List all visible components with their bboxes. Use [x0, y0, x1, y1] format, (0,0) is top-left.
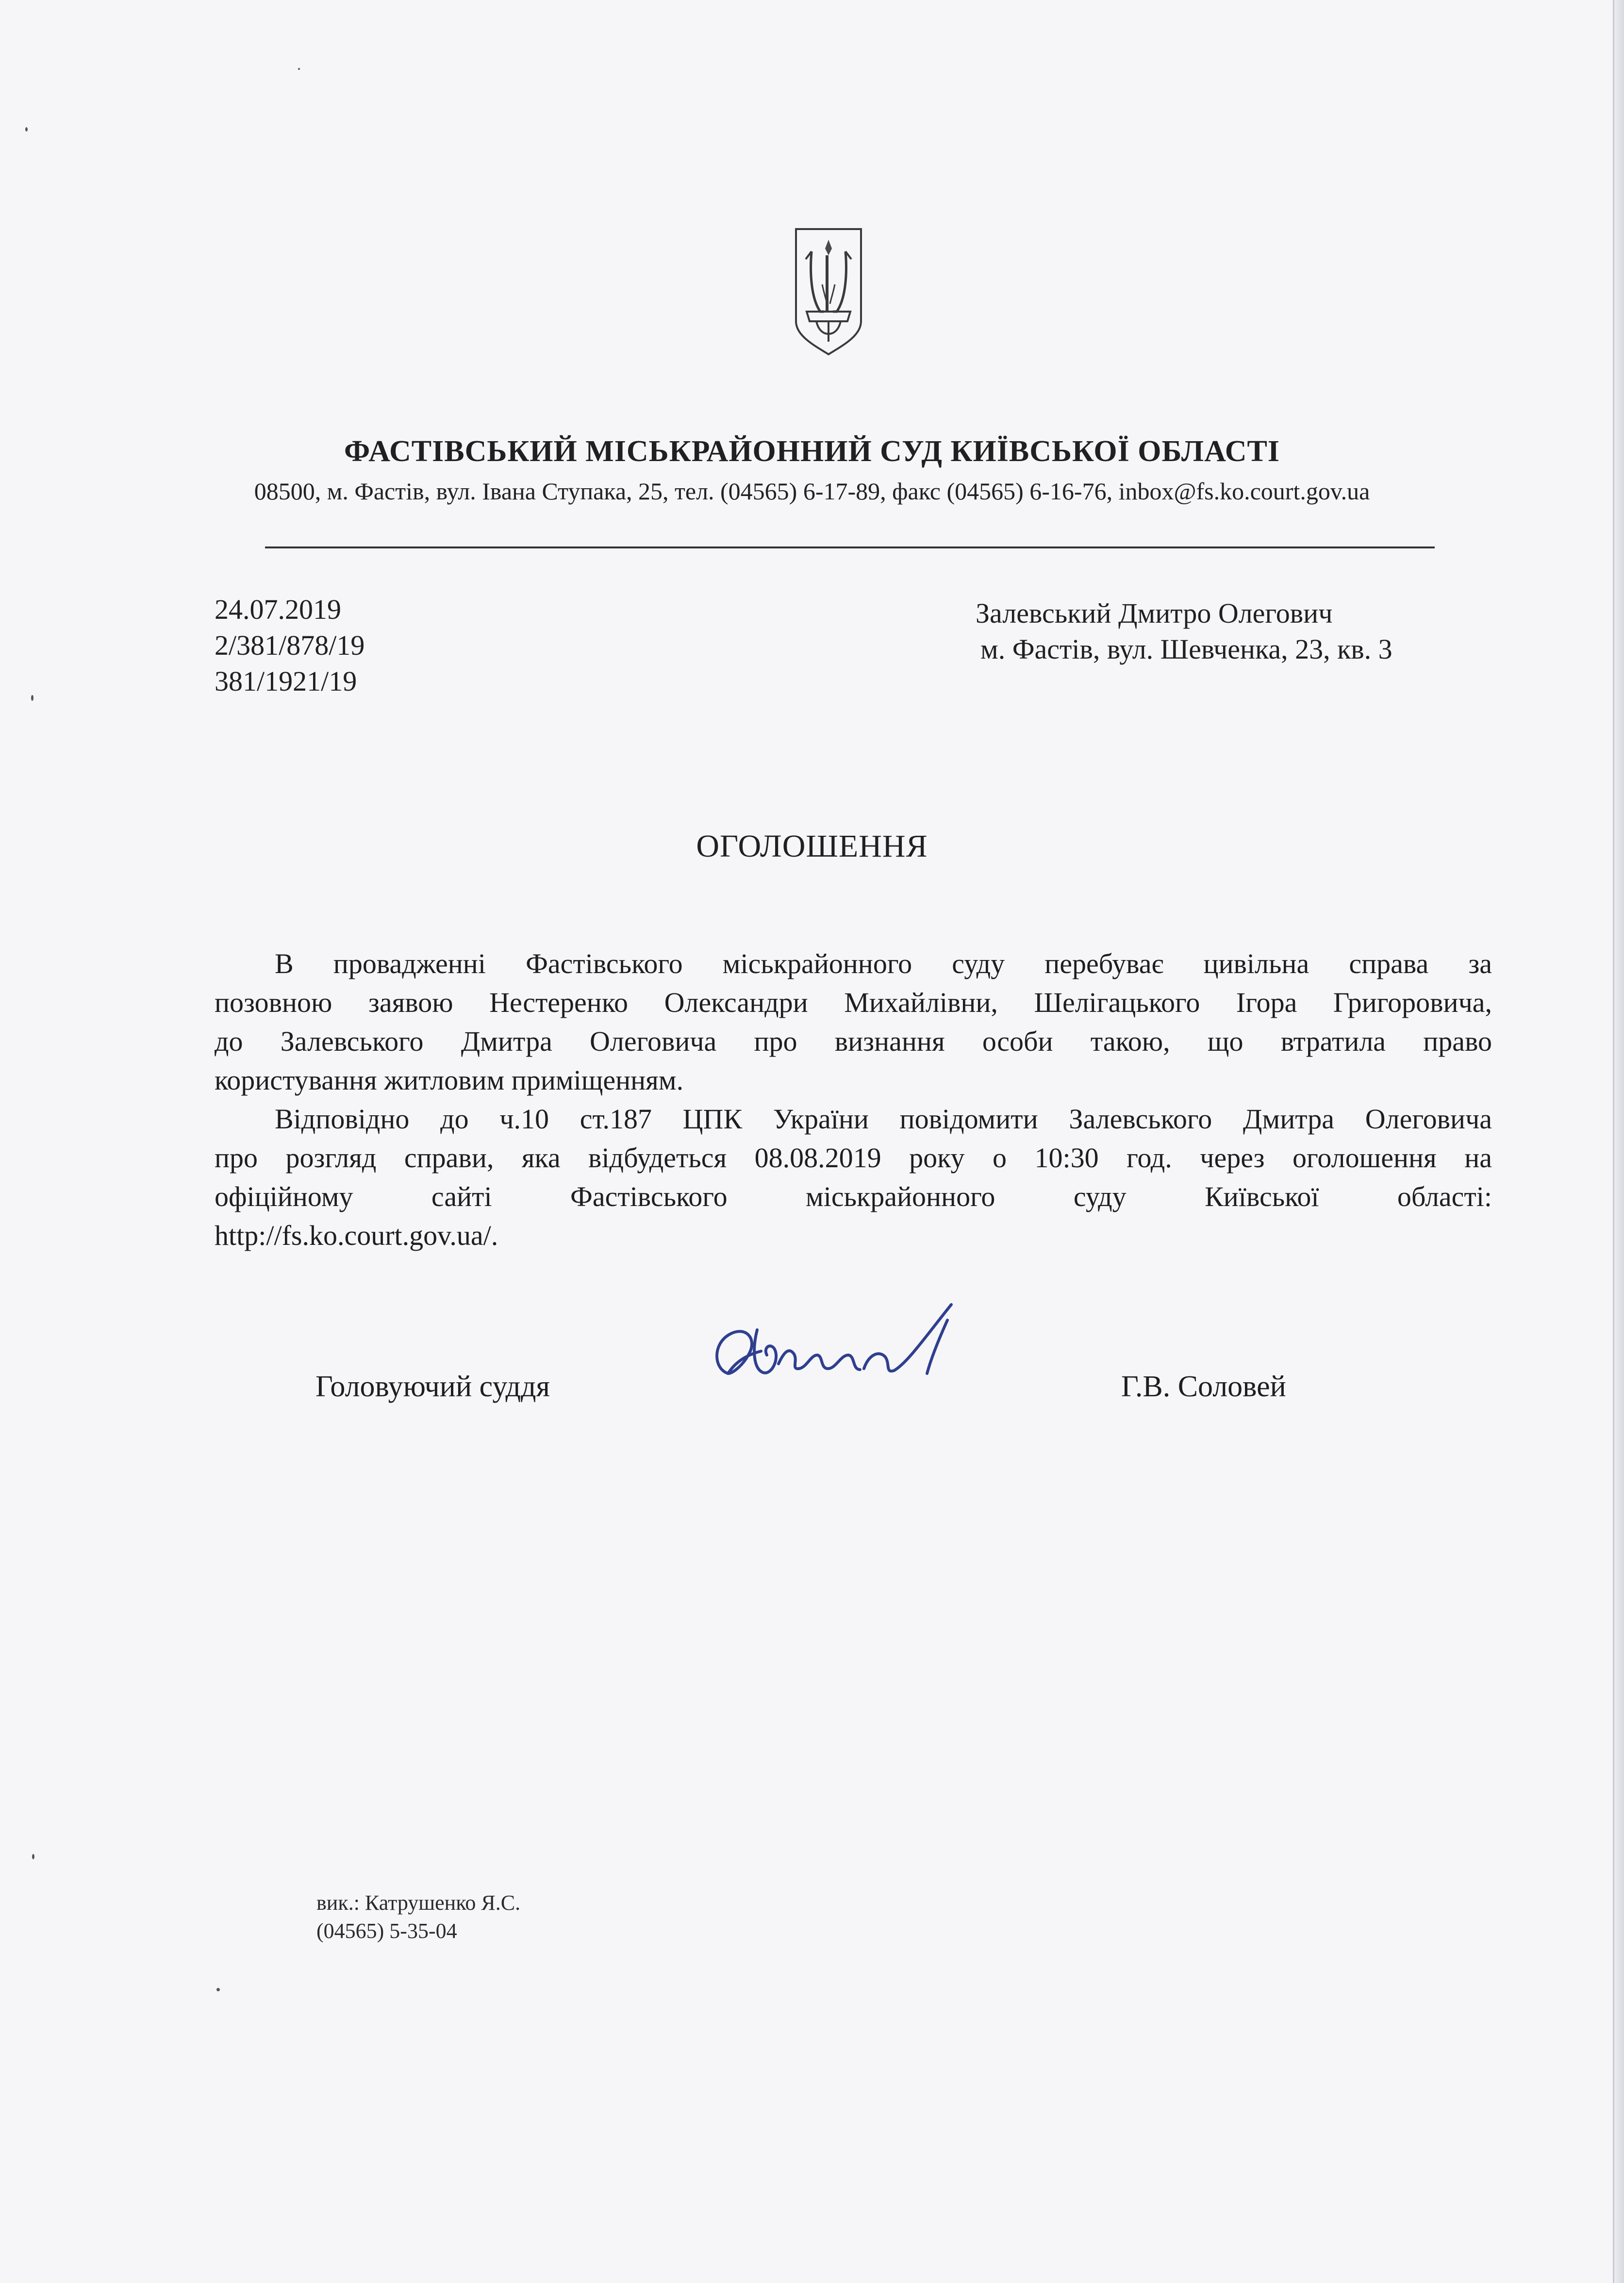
paper-edge	[1614, 0, 1624, 2283]
court-contacts: 08500, м. Фастів, вул. Івана Ступака, 25, тел. (04565) 6-17-89, факс (04565) 6-16-76, inbox@fs.ko.court.gov.ua	[254, 478, 1370, 505]
header-divider	[265, 546, 1435, 548]
letter-date: 24.07.2019	[215, 594, 341, 625]
scan-speck	[32, 1854, 34, 1859]
paper-edge-line	[1613, 0, 1614, 2283]
scan-speck	[31, 695, 33, 701]
paragraph-1-line: позовною заявою Нестеренко Олександри Михайлівни, Шелігацького Ігора Григоровича,	[215, 987, 1492, 1018]
scan-speck	[25, 127, 28, 132]
paragraph-2-line: про розгляд справи, яка відбудеться 08.08.2019 року о 10:30 год. через оголошення на	[215, 1142, 1492, 1174]
addressee-name: Залевський Дмитро Олегович	[976, 597, 1333, 629]
judge-name: Г.В. Соловей	[1121, 1370, 1286, 1403]
paragraph-2-line: http://fs.ko.court.gov.ua/.	[215, 1220, 498, 1251]
executor-phone: (04565) 5-35-04	[316, 1919, 457, 1943]
handwritten-signature	[699, 1301, 971, 1398]
executor-name: вик.: Катрушенко Я.С.	[316, 1891, 521, 1915]
scan-speck	[216, 1988, 220, 1991]
paragraph-1-line: користування житловим приміщенням.	[215, 1064, 684, 1096]
paragraph-1-line: до Залевського Дмитра Олеговича про визнання особи такою, що втратила право	[215, 1026, 1492, 1057]
coat-of-arms-icon	[792, 226, 865, 356]
paragraph-2-line: офіційному сайті Фастівського міськрайонного суду Київської області:	[215, 1181, 1492, 1212]
notice-title: ОГОЛОШЕННЯ	[696, 828, 928, 864]
judge-role: Головуючий суддя	[315, 1370, 550, 1403]
addressee-address: м. Фастів, вул. Шевченка, 23, кв. 3	[980, 633, 1392, 665]
case-number-1: 2/381/878/19	[215, 629, 365, 661]
paragraph-2-line: Відповідно до ч.10 ст.187 ЦПК України повідомити Залевського Дмитра Олеговича	[275, 1103, 1492, 1135]
paragraph-1-line: В провадженні Фастівського міськрайонного суду перебуває цивільна справа за	[275, 948, 1492, 979]
case-number-2: 381/1921/19	[215, 665, 357, 697]
scan-speck	[298, 68, 300, 70]
court-name: ФАСТІВСЬКИЙ МІСЬКРАЙОННИЙ СУД КИЇВСЬКОЇ ОБЛАСТІ	[344, 435, 1280, 468]
